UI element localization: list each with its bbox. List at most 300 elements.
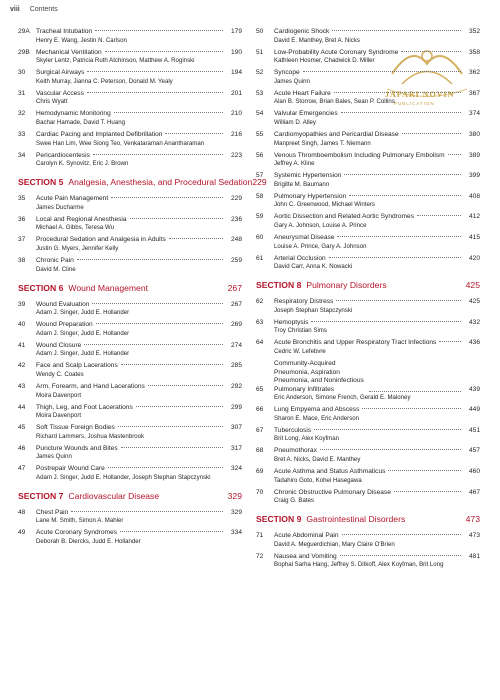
- toc-entry-line: [18, 342, 242, 351]
- chapter-number: 72: [256, 552, 264, 560]
- chapter-page: 307: [230, 424, 242, 432]
- toc-entry-line: [18, 152, 242, 161]
- chapter-authors: Sharon E. Mace, Eric Anderson: [274, 414, 360, 422]
- chapter-number: 52: [256, 69, 264, 77]
- chapter-title: Systemic Hypertension: [274, 172, 342, 180]
- leader-dots: [71, 511, 223, 512]
- toc-entry[interactable]: [256, 406, 480, 423]
- leader-dots: [336, 300, 461, 301]
- toc-entry[interactable]: [256, 49, 480, 66]
- chapter-authors: Kathleen Hosmer, Chadwick D. Miller: [274, 57, 375, 65]
- chapter-number: 61: [256, 254, 264, 262]
- chapter-number: 41: [18, 341, 26, 349]
- toc-entry-line: [18, 362, 242, 371]
- chapter-page: 229: [230, 195, 242, 203]
- toc-entry[interactable]: [18, 236, 242, 253]
- chapter-page: 412: [468, 213, 480, 221]
- chapter-page: 179: [230, 28, 242, 35]
- toc-entry[interactable]: [256, 447, 480, 464]
- chapter-number: 51: [256, 48, 264, 56]
- toc-entry-line: [256, 447, 480, 456]
- chapter-authors: Chris Wyatt: [36, 98, 68, 106]
- chapter-title: Respiratory Distress: [274, 298, 334, 306]
- chapter-authors: Gary A. Johnson, Louise A. Prince: [274, 221, 367, 229]
- chapter-page: 317: [230, 444, 242, 452]
- section-label: SECTION 5: [18, 177, 64, 188]
- chapter-number: 37: [18, 236, 26, 244]
- chapter-authors: Jeffrey A. Kline: [274, 160, 315, 168]
- chapter-authors: Moira Davenport: [36, 391, 82, 399]
- section-heading[interactable]: [18, 283, 242, 293]
- chapter-title: Nausea and Vomiting: [274, 552, 337, 560]
- chapter-number: 45: [18, 424, 26, 432]
- chapter-authors: Adam J. Singer, Judd E. Hollander: [36, 350, 130, 358]
- toc-entry-line: [256, 319, 480, 328]
- chapter-number: 34: [18, 151, 26, 159]
- leader-dots: [121, 364, 223, 365]
- toc-entry[interactable]: [256, 234, 480, 251]
- chapter-authors: Skyler Lentz, Patricia Ruth Atchinson, Matthew A. Roginski: [36, 57, 195, 65]
- leader-dots: [114, 112, 223, 113]
- toc-entry[interactable]: [256, 489, 480, 506]
- toc-entry[interactable]: [256, 468, 480, 485]
- chapter-page: 451: [468, 426, 480, 434]
- toc-entry[interactable]: [256, 69, 480, 86]
- chapter-authors: Bachar Hamade, David T. Huang: [36, 118, 125, 126]
- chapter-page: 389: [468, 151, 480, 159]
- running-title: Contents: [29, 6, 58, 13]
- chapter-number: 64: [256, 339, 264, 347]
- chapter-title: Cardiogenic Shock: [274, 28, 330, 35]
- chapter-title: Hemoptysis: [274, 318, 309, 326]
- leader-dots: [362, 408, 461, 409]
- section-page: 425: [465, 280, 480, 291]
- chapter-number: 69: [256, 468, 264, 476]
- leader-dots: [105, 51, 223, 52]
- leader-dots: [92, 303, 223, 304]
- chapter-authors: Lane M. Smith, Simon A. Mahler: [36, 517, 124, 525]
- toc-entry[interactable]: [256, 28, 480, 45]
- leader-dots: [111, 197, 223, 198]
- chapter-page: 449: [468, 406, 480, 414]
- entry-list: [18, 195, 242, 273]
- toc-entry[interactable]: [18, 465, 242, 482]
- section-label: SECTION 8: [256, 280, 302, 291]
- chapter-page: 439: [468, 385, 480, 393]
- chapter-number: 46: [18, 444, 26, 452]
- chapter-number: 63: [256, 318, 264, 326]
- toc-entry-line: [18, 28, 242, 37]
- entry-list: [256, 298, 480, 505]
- chapter-title: Tuberculosis: [274, 426, 312, 434]
- entry-list: [18, 509, 242, 546]
- chapter-title: Acute Coronary Syndromes: [36, 529, 117, 537]
- chapter-title: Acute Heart Failure: [274, 89, 331, 97]
- leader-dots: [329, 257, 461, 258]
- chapter-number: 66: [256, 406, 264, 414]
- leader-dots: [84, 344, 223, 345]
- chapter-page: 292: [230, 382, 242, 390]
- chapter-number: 68: [256, 447, 264, 455]
- chapter-page: 324: [230, 465, 242, 473]
- toc-entry-line: [18, 301, 242, 310]
- chapter-title: Postrepair Wound Care: [36, 465, 105, 473]
- chapter-authors: Carolyn K. Synovitz, Eric J. Brown: [36, 160, 129, 168]
- toc-entry[interactable]: [256, 213, 480, 230]
- chapter-title: Cardiomyopathies and Pericardial Disease: [274, 130, 399, 138]
- chapter-title: Wound Evaluation: [36, 300, 90, 308]
- leader-dots: [388, 470, 461, 471]
- section-label: SECTION 9: [256, 514, 302, 525]
- toc-entry[interactable]: [256, 319, 480, 336]
- toc-entry-line: [256, 110, 480, 119]
- chapter-title: Local and Regional Anesthesia: [36, 215, 127, 223]
- chapter-page: 274: [230, 341, 242, 349]
- toc-entry[interactable]: [18, 424, 242, 441]
- chapter-authors: Joseph Stephan Stapczynski: [274, 306, 353, 314]
- chapter-authors: Henry E. Wang, Jestin N. Carlson: [36, 36, 127, 44]
- toc-entry-line: [256, 339, 480, 348]
- page-header: [10, 6, 58, 13]
- watermark-subtitle: PUBLICATION: [394, 101, 435, 106]
- chapter-authors: Adam J. Singer, Judd E. Hollander: [36, 309, 130, 317]
- chapter-page: 259: [230, 256, 242, 264]
- toc-entry[interactable]: [256, 339, 480, 356]
- section-label: SECTION 7: [18, 490, 64, 501]
- chapter-page: 374: [468, 110, 480, 118]
- entry-list: [18, 28, 242, 168]
- chapter-number: 40: [18, 321, 26, 329]
- chapter-page: 216: [230, 130, 242, 138]
- toc-entry[interactable]: [18, 342, 242, 359]
- toc-entry[interactable]: [256, 255, 480, 272]
- leader-dots: [341, 112, 461, 113]
- chapter-authors: Richard Lammers, Joshua Mastenbrook: [36, 432, 145, 440]
- chapter-number: 59: [256, 213, 264, 221]
- toc-entry-line: [256, 427, 480, 436]
- chapter-authors: Craig G. Bates: [274, 497, 314, 505]
- section-title: Wound Management: [68, 282, 148, 293]
- chapter-number: 53: [256, 89, 264, 97]
- chapter-number: 31: [18, 89, 26, 97]
- leader-dots: [344, 174, 461, 175]
- chapter-title: Pneumothorax: [274, 447, 317, 455]
- chapter-title: Procedural Sedation and Analgesia in Adults: [36, 236, 166, 244]
- toc-entry-line: [18, 257, 242, 266]
- leader-dots: [332, 30, 461, 31]
- page-number: viii: [10, 6, 20, 13]
- chapter-number: 39: [18, 300, 26, 308]
- chapter-number: 33: [18, 130, 26, 138]
- chapter-number: 30: [18, 69, 26, 77]
- chapter-page: 420: [468, 254, 480, 262]
- chapter-title: Thigh, Leg, and Foot Lacerations: [36, 403, 133, 411]
- chapter-authors: John C. Greenwood, Michael Winters: [274, 201, 375, 209]
- chapter-authors: Eric Anderson, Simone French, Gerald E. Maloney: [274, 394, 411, 402]
- chapter-authors: Swee Han Lim, Wee Siong Teo, Venkataraman Anantharaman: [36, 139, 205, 147]
- toc-entry[interactable]: [18, 509, 242, 526]
- toc-entry-line: [256, 255, 480, 264]
- entry-list: [18, 301, 242, 482]
- chapter-number: 70: [256, 488, 264, 496]
- toc-entry-line: [256, 468, 480, 477]
- chapter-page: 425: [468, 298, 480, 306]
- chapter-authors: David M. Cline: [36, 265, 76, 273]
- chapter-title: Acute Abdominal Pain: [274, 532, 339, 540]
- leader-dots: [402, 133, 461, 134]
- toc-entry[interactable]: [18, 404, 242, 421]
- leader-dots: [394, 491, 461, 492]
- chapter-authors: Keith Murray, Jianna C. Peterson, Donald M. Yealy: [36, 77, 173, 85]
- toc-entry[interactable]: [18, 383, 242, 400]
- leader-dots: [77, 259, 223, 260]
- chapter-page: 467: [468, 488, 480, 496]
- chapter-page: 269: [230, 321, 242, 329]
- section-heading[interactable]: [256, 280, 480, 290]
- chapter-authors: Manpreet Singh, James T. Niemann: [274, 139, 371, 147]
- leader-dots: [334, 92, 461, 93]
- chapter-page: 408: [468, 192, 480, 200]
- chapter-number: 55: [256, 130, 264, 138]
- section-heading[interactable]: [18, 177, 267, 188]
- chapter-page: 415: [468, 233, 480, 241]
- leader-dots: [342, 534, 461, 535]
- chapter-title: Mechanical Ventilation: [36, 48, 102, 56]
- chapter-title: Cardiac Pacing and Implanted Defibrillation: [36, 130, 163, 138]
- chapter-number: 50: [256, 28, 264, 35]
- toc-entry-line: [18, 509, 242, 518]
- toc-entry[interactable]: [256, 131, 480, 148]
- leader-dots: [169, 238, 223, 239]
- chapter-authors: Michael A. Gibbs, Teresa Wu: [36, 224, 115, 232]
- chapter-title: Low-Probability Acute Coronary Syndrome: [274, 48, 399, 56]
- chapter-number: 48: [18, 508, 26, 516]
- leader-dots: [165, 133, 223, 134]
- toc-entry[interactable]: [18, 90, 242, 107]
- toc-entry[interactable]: [18, 49, 242, 66]
- toc-entry-line: [256, 298, 480, 307]
- chapter-number: 42: [18, 362, 26, 370]
- toc-entry[interactable]: [18, 301, 242, 318]
- leader-dots: [337, 236, 461, 237]
- toc-entry-line: [256, 90, 480, 99]
- leader-dots: [401, 51, 461, 52]
- leader-dots: [96, 323, 223, 324]
- toc-entry-line: [18, 529, 242, 538]
- leader-dots: [121, 447, 223, 448]
- chapter-page: 473: [468, 532, 480, 540]
- chapter-number: 47: [18, 465, 26, 473]
- section-heading[interactable]: [256, 514, 480, 524]
- entry-list: [256, 28, 480, 271]
- chapter-authors: David Carr, Anna K. Nowacki: [274, 263, 353, 271]
- watermark-name: JAFARI NOVIN: [385, 90, 455, 99]
- chapter-authors: Cedric W. Lefebvre: [274, 347, 326, 355]
- chapter-title: Surgical Airways: [36, 69, 85, 77]
- section-page: 267: [227, 282, 242, 293]
- chapter-title: Vascular Access: [36, 89, 84, 97]
- toc-entry-line: [18, 49, 242, 58]
- toc-entry[interactable]: [18, 362, 242, 379]
- chapter-page: 358: [468, 48, 480, 56]
- chapter-number: 71: [256, 532, 264, 540]
- leader-dots: [130, 218, 223, 219]
- toc-entry[interactable]: [18, 131, 242, 148]
- toc-entry[interactable]: [18, 152, 242, 169]
- chapter-page: 460: [468, 468, 480, 476]
- chapter-title: Puncture Wounds and Bites: [36, 444, 118, 452]
- toc-entry[interactable]: [256, 152, 480, 169]
- chapter-authors: David E. Manthey, Bret A. Nicks: [274, 36, 360, 44]
- chapter-authors: Moira Davenport: [36, 412, 82, 420]
- chapter-title: Aneurysmal Disease: [274, 233, 335, 241]
- section-page: 329: [227, 490, 242, 501]
- section-label: SECTION 6: [18, 282, 64, 293]
- chapter-title: Tracheal Intubation: [36, 28, 93, 35]
- chapter-authors: William D. Alley: [274, 118, 316, 126]
- leader-dots: [148, 385, 223, 386]
- chapter-page: 481: [468, 552, 480, 560]
- chapter-page: 352: [468, 28, 480, 35]
- chapter-page: 436: [468, 339, 480, 347]
- chapter-number: 38: [18, 256, 26, 264]
- chapter-title: Wound Closure: [36, 341, 82, 349]
- chapter-title: Pulmonary Hypertension: [274, 192, 347, 200]
- chapter-title: Wound Preparation: [36, 321, 93, 329]
- chapter-authors: Tadahiro Goto, Kohei Hasegawa: [274, 476, 362, 484]
- toc-entry-line: [256, 213, 480, 222]
- toc-entry-line: [18, 110, 242, 119]
- leader-dots: [320, 449, 461, 450]
- leader-dots: [417, 215, 461, 216]
- chapter-page: 334: [230, 529, 242, 537]
- toc-entry[interactable]: [256, 90, 480, 107]
- toc-entry[interactable]: [18, 529, 242, 546]
- toc-entry[interactable]: [256, 298, 480, 315]
- section-title: Pulmonary Disorders: [306, 280, 387, 291]
- chapter-page: 299: [230, 403, 242, 411]
- toc-entry-line: [256, 553, 480, 562]
- toc-entry-line: [18, 216, 242, 225]
- chapter-page: 210: [230, 110, 242, 118]
- chapter-number: 29A: [18, 28, 30, 35]
- toc-entry-line: [256, 152, 480, 161]
- toc-entry-line: [256, 489, 480, 498]
- chapter-page: 201: [230, 89, 242, 97]
- leader-dots: [340, 555, 461, 556]
- chapter-authors: Louise A. Prince, Gary A. Johnson: [274, 242, 367, 250]
- leader-dots: [95, 30, 223, 31]
- section-page: 473: [465, 514, 480, 525]
- chapter-authors: Deborah B. Diercks, Judd E. Hollander: [36, 538, 141, 546]
- chapter-authors: Wendy C. Coates: [36, 370, 84, 378]
- toc-entry[interactable]: [256, 532, 480, 549]
- chapter-authors: James Quinn: [274, 77, 310, 85]
- toc-entry[interactable]: [256, 172, 480, 189]
- chapter-page: 223: [230, 151, 242, 159]
- toc-entry[interactable]: [18, 445, 242, 462]
- toc-entry[interactable]: [18, 195, 242, 212]
- chapter-number: 58: [256, 192, 264, 200]
- toc-entry[interactable]: [18, 28, 242, 45]
- chapter-title: Chronic Pain: [36, 256, 74, 264]
- chapter-title: Arterial Occlusion: [274, 254, 326, 262]
- leader-dots: [93, 154, 223, 155]
- toc-entry-line: [18, 445, 242, 454]
- chapter-page: 285: [230, 362, 242, 370]
- chapter-authors: Troy Christian Sims: [274, 327, 327, 335]
- toc-entry[interactable]: [256, 360, 480, 402]
- toc-entry-line: [256, 406, 480, 415]
- chapter-page: 267: [230, 300, 242, 308]
- chapter-number: 62: [256, 298, 264, 306]
- chapter-title: Hemodynamic Monitoring: [36, 110, 111, 118]
- chapter-authors: James Quinn: [36, 453, 72, 461]
- chapter-page: 194: [230, 69, 242, 77]
- toc-entry[interactable]: [256, 427, 480, 444]
- chapter-title: Venous Thromboembolism Including Pulmonary Embolism: [274, 151, 445, 159]
- section-title: Analgesia, Anesthesia, and Procedural Sedation: [68, 177, 253, 188]
- toc-entry[interactable]: [18, 69, 242, 86]
- chapter-page: 457: [468, 447, 480, 455]
- chapter-authors: James Ducharme: [36, 203, 84, 211]
- toc-entry[interactable]: [256, 193, 480, 210]
- chapter-title: Soft Tissue Foreign Bodies: [36, 424, 115, 432]
- toc-entry-line: [18, 465, 242, 474]
- entry-list: [256, 532, 480, 569]
- toc-entry[interactable]: [256, 110, 480, 127]
- chapter-authors: Brigitte M. Baumann: [274, 180, 330, 188]
- leader-dots: [303, 71, 461, 72]
- toc-entry[interactable]: [18, 216, 242, 233]
- leader-dots: [108, 467, 223, 468]
- chapter-title: Chronic Obstructive Pulmonary Disease: [274, 488, 391, 496]
- chapter-page: 432: [468, 318, 480, 326]
- chapter-number: 44: [18, 403, 26, 411]
- toc-entry-line: [256, 234, 480, 243]
- section-heading[interactable]: [18, 491, 242, 501]
- toc-entry[interactable]: [18, 110, 242, 127]
- right-column: [256, 28, 480, 573]
- toc-entry-line: [256, 131, 480, 140]
- toc-entry[interactable]: [18, 257, 242, 274]
- toc-entry-line: [256, 28, 480, 37]
- toc-entry-line: [256, 360, 480, 394]
- chapter-number: 36: [18, 215, 26, 223]
- chapter-number: 29B: [18, 48, 30, 56]
- chapter-number: 67: [256, 426, 264, 434]
- leader-dots: [87, 92, 223, 93]
- toc-entry-line: [18, 236, 242, 245]
- section-title: Gastrointestinal Disorders: [306, 514, 406, 525]
- chapter-number: 65: [256, 385, 264, 393]
- toc-entry[interactable]: [256, 553, 480, 570]
- toc-entry[interactable]: [18, 321, 242, 338]
- toc-entry-line: [256, 532, 480, 541]
- chapter-number: 32: [18, 110, 26, 118]
- toc-entry-line: [256, 172, 480, 181]
- toc-entry-line: [18, 424, 242, 433]
- leader-dots: [448, 154, 461, 155]
- chapter-number: 60: [256, 233, 264, 241]
- chapter-title: Lung Empyema and Abscess: [274, 406, 360, 414]
- chapter-page: 367: [468, 89, 480, 97]
- chapter-page: 362: [468, 69, 480, 77]
- chapter-page: 236: [230, 215, 242, 223]
- chapter-number: 54: [256, 110, 264, 118]
- chapter-number: 56: [256, 151, 264, 159]
- chapter-page: 399: [468, 172, 480, 180]
